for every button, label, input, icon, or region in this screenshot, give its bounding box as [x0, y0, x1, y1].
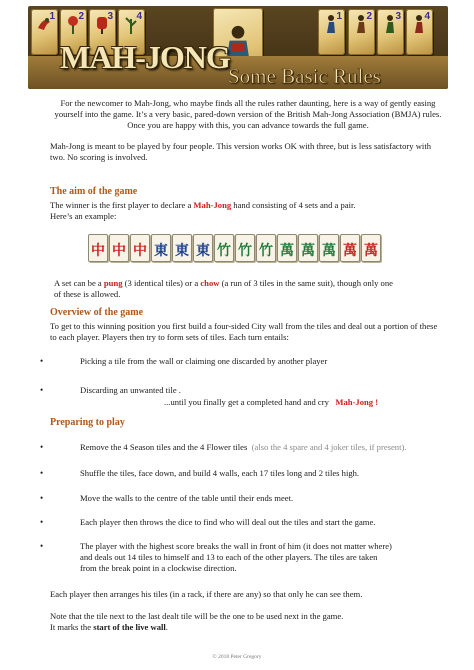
set-definition — [54, 278, 450, 300]
overview-continuation — [164, 397, 444, 408]
overview-bullet-1: Picking a tile from the wall or claiming one discarded by another player — [80, 356, 328, 366]
bullet: • — [40, 541, 44, 551]
arrange-paragraph: Each player then arranges his tiles (in a rack, if there are any) so that only he can see them. — [50, 589, 363, 599]
banner-tile — [377, 9, 404, 55]
bullet: • — [40, 442, 44, 452]
aim-line-1 — [50, 200, 446, 211]
example-tile: 竹 — [214, 234, 234, 262]
overview-heading: Overview of the game — [50, 307, 144, 318]
live-wall-term: start of the live wall — [93, 622, 166, 632]
mah-jong-cry: Mah-Jong ! — [335, 397, 379, 407]
example-tile: 中 — [130, 234, 150, 262]
preparing-bullet-2: Shuffle the tiles, face down, and build 4 walls, each 17 tiles long and 2 tiles high. — [80, 468, 360, 478]
preparing-bullet-3: Move the walls to the centre of the table until their ends meet. — [80, 493, 294, 503]
intro-paragraph-1: For the newcomer to Mah-Jong, who maybe finds all the rules rather daunting, here is a way of gently easing yourself into the game. It’s a very basic, pared-down version of the British Mah-Jong Association (BMJA) rules. Once you are happy with this, you can advance towards the full game. — [54, 98, 442, 130]
continuation-text: ...until you finally get a completed hand and cry — [164, 397, 329, 407]
bullet: • — [40, 356, 44, 366]
aim-text: hand consisting of 4 sets and a pair. — [231, 200, 356, 210]
banner-tile — [406, 9, 433, 55]
note-text: Note that the tile next to the last dealt tile will be the one to be used next in the game. — [50, 611, 344, 621]
set-text: (a run of 3 tiles in the same suit), though only one — [219, 278, 393, 288]
banner-tile — [348, 9, 375, 55]
banner-title: MAH-JONG — [60, 39, 230, 75]
example-tile: 竹 — [256, 234, 276, 262]
banner-subtitle: Some Basic Rules — [228, 64, 381, 88]
tile-number: 1 — [336, 11, 342, 22]
example-tile: 竹 — [235, 234, 255, 262]
preparing-heading: Preparing to play — [50, 417, 125, 428]
bullet-text: The player with the highest score breaks the wall in front of him (it does not matter where) — [80, 541, 392, 551]
optional-note: (also the 4 spare and 4 joker tiles, if present). — [251, 442, 407, 452]
bullet-text: from the break point in a clockwise direction. — [80, 563, 237, 573]
live-wall-note — [50, 611, 446, 633]
tile-number: 2 — [366, 11, 372, 22]
set-text: (3 identical tiles) or a — [122, 278, 199, 288]
aim-line-2: Here’s an example: — [50, 211, 117, 221]
bullet-text: and deals out 14 tiles to himself and 13 to each of the other players. The tiles are taken — [80, 552, 378, 562]
preparing-bullet-1 — [80, 442, 450, 453]
bullet-text: Remove the 4 Season tiles and the 4 Flower tiles — [80, 442, 248, 452]
example-tile: 東 — [193, 234, 213, 262]
note-text: It marks the — [50, 622, 92, 632]
bullet: • — [40, 493, 44, 503]
mah-jong-term: Mah-Jong — [193, 200, 232, 210]
example-tile: 萬 — [277, 234, 297, 262]
example-tile: 中 — [88, 234, 108, 262]
set-text: A set can be a — [54, 278, 102, 288]
banner-tile — [31, 9, 58, 55]
copyright-footer: © 2018 Peter Gregory — [212, 654, 262, 660]
aim-text: The winner is the first player to declare a — [50, 200, 192, 210]
example-hand — [88, 234, 388, 264]
tile-number: 1 — [49, 11, 55, 22]
tile-number: 3 — [107, 11, 113, 22]
overview-paragraph: To get to this winning position you first build a four-sided City wall from the tiles and deal out a portion of these to each player. Players then try to form sets of tiles. Each turn entails: — [50, 321, 438, 342]
bullet: • — [40, 468, 44, 478]
banner-tile — [318, 9, 345, 55]
overview-bullet-2: Discarding an unwanted tile . — [80, 385, 181, 395]
set-text: of these is allowed. — [54, 289, 121, 299]
example-tile: 東 — [151, 234, 171, 262]
tile-number: 2 — [78, 11, 84, 22]
note-text: . — [165, 622, 168, 632]
example-tile: 東 — [172, 234, 192, 262]
tile-number: 4 — [424, 11, 430, 22]
tile-number: 3 — [395, 11, 401, 22]
preparing-bullet-4: Each player then throws the dice to find who will deal out the tiles and start the game. — [80, 517, 376, 527]
preparing-bullet-5 — [80, 541, 450, 574]
tile-number: 4 — [136, 11, 142, 22]
aim-heading: The aim of the game — [50, 186, 138, 197]
pung-term: pung — [103, 278, 123, 288]
example-tile: 萬 — [340, 234, 360, 262]
title-banner — [28, 6, 448, 89]
intro-paragraph-2: Mah-Jong is meant to be played by four people. This version works OK with three, but is less satisfactory with two. No scoring is involved. — [50, 141, 432, 162]
bullet: • — [40, 385, 44, 395]
chow-term: chow — [200, 278, 220, 288]
example-tile: 中 — [109, 234, 129, 262]
example-tile: 萬 — [319, 234, 339, 262]
bullet: • — [40, 517, 44, 527]
example-tile: 萬 — [298, 234, 318, 262]
example-tile: 萬 — [361, 234, 381, 262]
